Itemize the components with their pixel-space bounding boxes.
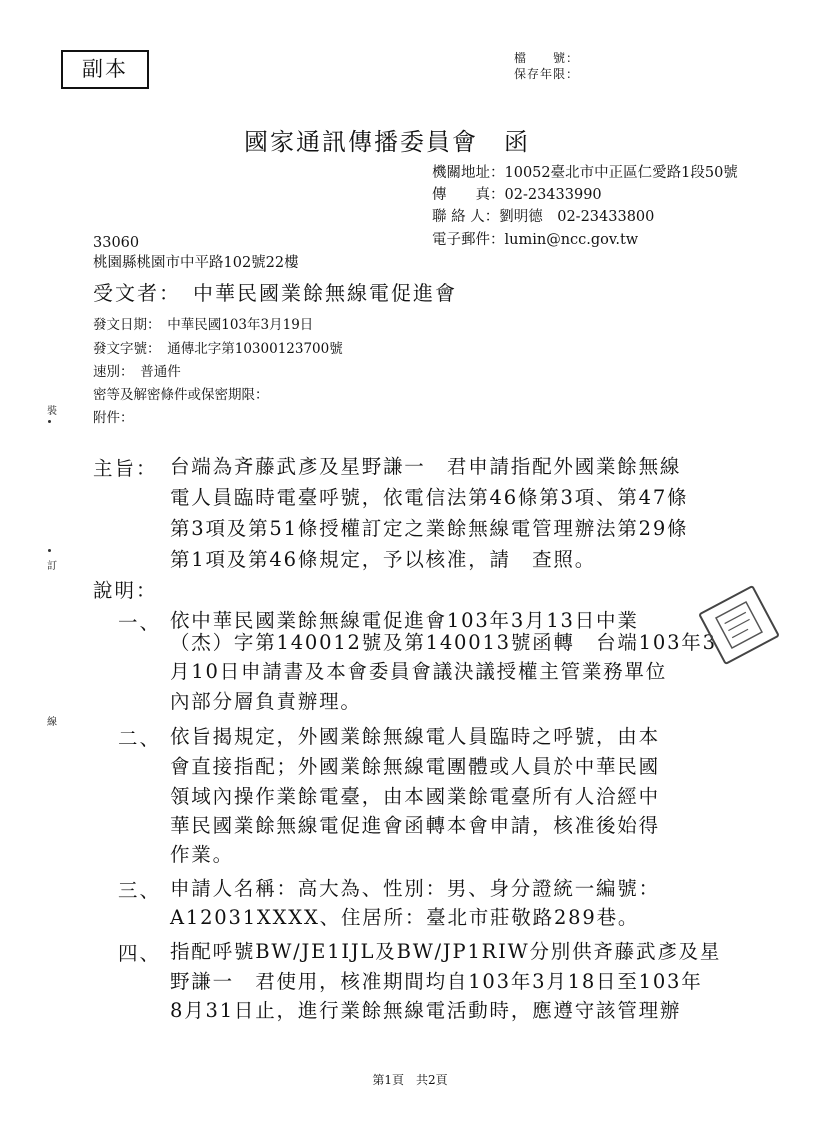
delivery-speed: 速別： 普通件 <box>93 364 181 380</box>
subject-line: 電人員臨時電臺呼號，依電信法第46條第3項、第47條 <box>170 486 689 509</box>
stamp-mark-icon <box>712 598 766 652</box>
item-line: 會直接指配；外國業餘無線電團體或人員於中華民國 <box>170 755 660 778</box>
copy-label: 副本 <box>61 50 149 89</box>
item-number: 一、 <box>118 611 162 634</box>
item-line: 依中華民國業餘無線電促進會103年3月13日中業 <box>170 609 639 632</box>
item-line: 內部分層負責辦理。 <box>170 690 362 713</box>
item-line: （杰）字第140012號及第140013號函轉 台端103年3 <box>170 631 717 654</box>
item-line: 領域內操作業餘電臺，由本國業餘電臺所有人洽經中 <box>170 785 660 808</box>
item-line: 申請人名稱：高大為、性別：男、身分證統一編號： <box>170 877 660 900</box>
item-number: 四、 <box>118 942 162 965</box>
sender-fax: 傳 真：02-23433990 <box>432 187 602 203</box>
item-line: 野謙一 君使用，核准期間均自103年3月18日至103年 <box>170 970 703 993</box>
item-line: 指配呼號BW/JE1IJL及BW/JP1RIW分別供斉藤武彥及星 <box>170 940 722 963</box>
subject-label: 主旨： <box>93 457 158 480</box>
item-line: 依旨揭規定，外國業餘無線電人員臨時之呼號，由本 <box>170 725 660 748</box>
recipient-address: 桃園縣桃園市中平路102號22樓 <box>93 255 299 271</box>
issue-date: 發文日期： 中華民國103年3月19日 <box>93 317 314 333</box>
item-line: 華民國業餘無線電促進會函轉本會申請，核准後始得 <box>170 814 660 837</box>
item-number: 三、 <box>118 879 162 902</box>
sender-address: 機關地址：10052臺北市中正區仁愛路1段50號 <box>432 165 738 181</box>
item-number: 二、 <box>118 727 162 750</box>
recipient: 受文者： 中華民國業餘無線電促進會 <box>93 281 457 305</box>
file-number-label: 檔 號： <box>514 51 580 65</box>
binding-mark: 裝 <box>47 406 57 417</box>
subject-line: 第1項及第46條規定，予以核准，請 查照。 <box>170 548 597 571</box>
binding-dot <box>48 420 51 423</box>
page-number: 第1頁 共2頁 <box>372 1073 448 1087</box>
sender-contact: 聯 絡 人：劉明德 02-23433800 <box>432 209 655 225</box>
subject-line: 台端為斉藤武彥及星野謙一 君申請指配外國業餘無線 <box>170 455 682 478</box>
subject-line: 第3項及第51條授權訂定之業餘無線電管理辦法第29條 <box>170 517 689 540</box>
binding-mark: 訂 <box>47 561 57 572</box>
recipient-postal-code: 33060 <box>93 235 140 251</box>
sender-email: 電子郵件：lumin@ncc.gov.tw <box>432 232 639 248</box>
item-line: 8月31日止，進行業餘無線電活動時，應遵守該管理辦 <box>170 999 682 1022</box>
item-line: 作業。 <box>170 843 234 866</box>
retention-period-label: 保存年限： <box>514 67 580 81</box>
explanation-label: 說明： <box>93 579 158 602</box>
attachment: 附件： <box>93 410 134 426</box>
document-title: 國家通訊傳播委員會 函 <box>244 128 530 156</box>
secrecy-level: 密等及解密條件或保密期限： <box>93 387 269 403</box>
item-line: 月10日申請書及本會委員會議決議授權主管業務單位 <box>170 660 668 683</box>
binding-dot <box>48 549 51 552</box>
binding-mark: 線 <box>47 717 57 728</box>
document-number: 發文字號： 通傳北字第10300123700號 <box>93 341 343 357</box>
item-line: A12031XXXX、住居所：臺北市莊敬路289巷。 <box>170 906 640 929</box>
